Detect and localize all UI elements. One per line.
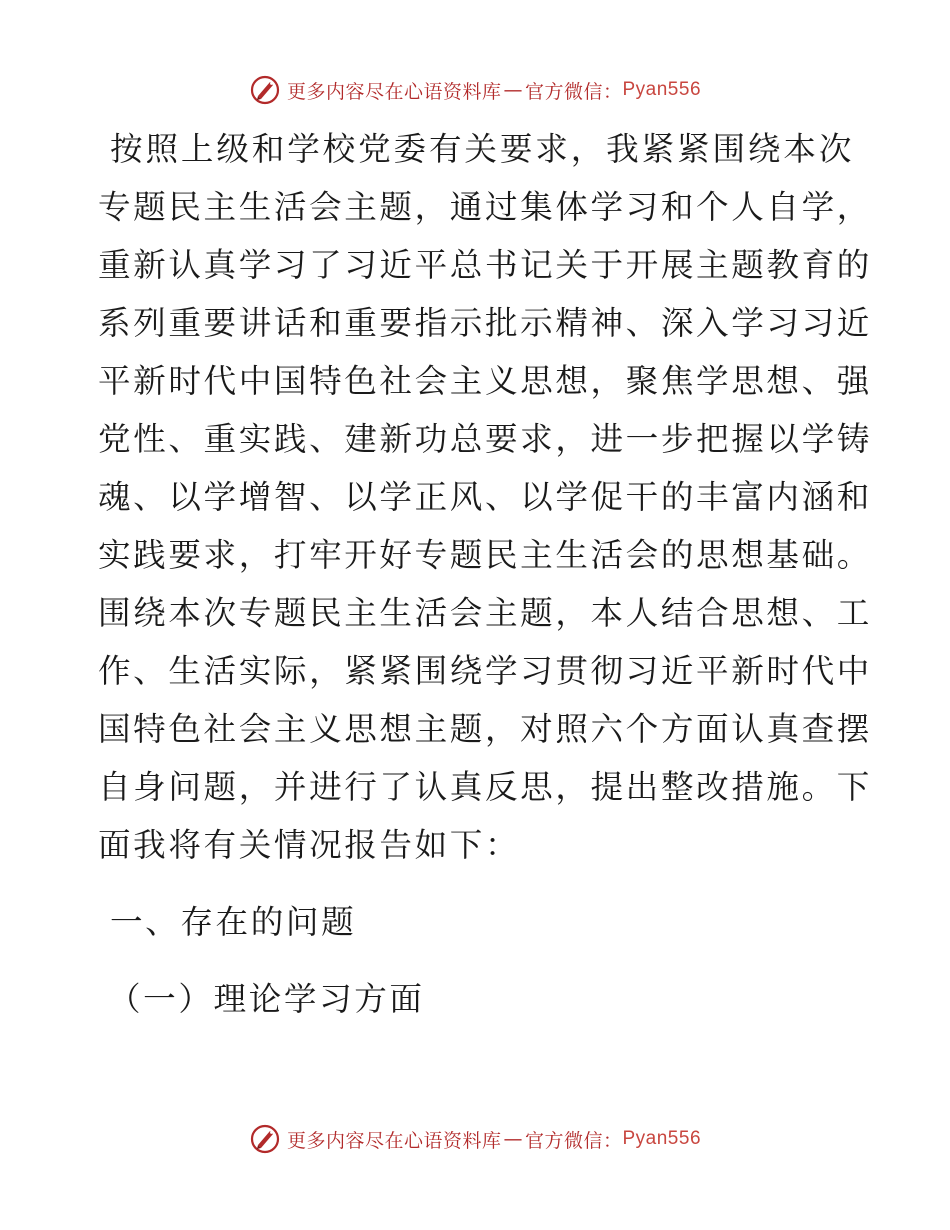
footer-banner-dash: —: [503, 1128, 523, 1150]
body-line: 系列重要讲话和重要指示批示精神、深入学习习近: [98, 304, 872, 342]
body-line: 按照上级和学校党委有关要求，我紧紧围绕本次: [110, 130, 854, 168]
body-line: 专题民主生活会主题，通过集体学习和个人自学，: [98, 188, 872, 226]
footer-wechat-label: 官方微信：: [524, 1129, 623, 1152]
body-line: 重新认真学习了习近平总书记关于开展主题教育的: [98, 246, 872, 284]
body-line: 自身问题，并进行了认真反思，提出整改措施。下: [98, 768, 872, 806]
body-line: 平新时代中国特色社会主义思想，聚焦学思想、强: [98, 362, 872, 400]
body-paragraph: [98, 120, 872, 874]
footer-banner: [0, 1119, 950, 1159]
header-banner: [0, 70, 950, 110]
header-wechat-label: 官方微信：: [524, 80, 623, 103]
header-wechat-id: Pyan556: [622, 79, 702, 100]
header-banner-dash: —: [503, 79, 523, 101]
body-line: 国特色社会主义思想主题，对照六个方面认真查摆: [98, 710, 872, 748]
pen-circle-logo-icon: [249, 1123, 281, 1155]
body-line: 面我将有关情况报告如下：: [98, 826, 521, 864]
section-heading-1: 一、存在的问题: [110, 903, 357, 941]
body-line: 实践要求，打牢开好专题民主生活会的思想基础。: [98, 536, 872, 574]
body-line: 党性、重实践、建新功总要求，进一步把握以学铸: [98, 420, 872, 458]
body-line: 作、生活实际，紧紧围绕学习贯彻习近平新时代中: [98, 652, 872, 690]
footer-banner-text: 更多内容尽在心语资料库: [286, 1129, 502, 1152]
body-line: 魂、以学增智、以学正风、以学促干的丰富内涵和: [98, 478, 872, 516]
footer-wechat-id: Pyan556: [622, 1128, 702, 1149]
header-banner-text: 更多内容尽在心语资料库: [286, 80, 502, 103]
pen-circle-logo-icon: [249, 74, 281, 106]
body-line: 围绕本次专题民主生活会主题，本人结合思想、工: [98, 594, 872, 632]
section-heading-2: （一）理论学习方面: [108, 980, 425, 1018]
